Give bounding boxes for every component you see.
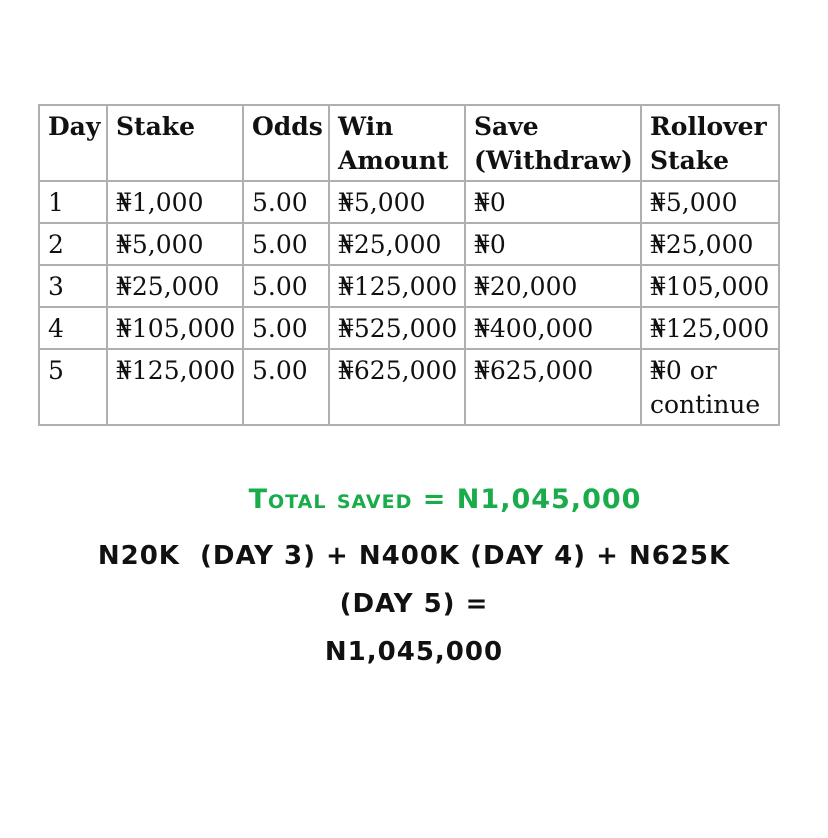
cell-win-amount: ₦5,000 [329, 181, 465, 223]
cell-day: 1 [39, 181, 107, 223]
calculation-text [0, 532, 828, 676]
cell-save: ₦20,000 [465, 265, 641, 307]
cell-rollover-stake: ₦105,000 [641, 265, 779, 307]
cell-stake: ₦5,000 [107, 223, 243, 265]
header-stake: Stake [107, 105, 243, 181]
cell-day: 5 [39, 349, 107, 425]
calculation-line-3: N1,045,000 [324, 637, 504, 667]
cell-stake: ₦1,000 [107, 181, 243, 223]
cell-save: ₦625,000 [465, 349, 641, 425]
table-header-row [39, 105, 779, 181]
cell-odds: 5.00 [243, 265, 329, 307]
cell-win-amount: ₦125,000 [329, 265, 465, 307]
table-row [39, 349, 779, 425]
cell-win-amount: ₦525,000 [329, 307, 465, 349]
table-row [39, 223, 779, 265]
cell-save: ₦0 [465, 181, 641, 223]
cell-odds: 5.00 [243, 349, 329, 425]
table-row [39, 307, 779, 349]
cell-rollover-stake: ₦5,000 [641, 181, 779, 223]
cell-stake: ₦105,000 [107, 307, 243, 349]
header-odds: Odds [243, 105, 329, 181]
cell-win-amount: ₦625,000 [329, 349, 465, 425]
cell-save: ₦400,000 [465, 307, 641, 349]
cell-stake: ₦125,000 [107, 349, 243, 425]
cell-odds: 5.00 [243, 223, 329, 265]
cell-rollover-stake: ₦25,000 [641, 223, 779, 265]
calculation-line-2: (DAY 5) = [339, 589, 489, 619]
cell-rollover-stake: ₦125,000 [641, 307, 779, 349]
table-row [39, 265, 779, 307]
cell-day: 3 [39, 265, 107, 307]
header-day: Day [39, 105, 107, 181]
cell-save: ₦0 [465, 223, 641, 265]
cell-stake: ₦25,000 [107, 265, 243, 307]
rollover-table [38, 104, 780, 426]
calculation-line-1: N20K (DAY 3) + N400K (DAY 4) + N625K [97, 541, 731, 571]
cell-odds: 5.00 [243, 307, 329, 349]
cell-day: 2 [39, 223, 107, 265]
cell-win-amount: ₦25,000 [329, 223, 465, 265]
cell-odds: 5.00 [243, 181, 329, 223]
header-win-amount: Win Amount [329, 105, 465, 181]
cell-day: 4 [39, 307, 107, 349]
table-row [39, 181, 779, 223]
cell-rollover-stake: ₦0 or continue [641, 349, 779, 425]
header-save: Save (Withdraw) [465, 105, 641, 181]
total-saved-heading: Total saved = N1,045,000 [248, 484, 642, 515]
header-rollover-stake: Rollover Stake [641, 105, 779, 181]
